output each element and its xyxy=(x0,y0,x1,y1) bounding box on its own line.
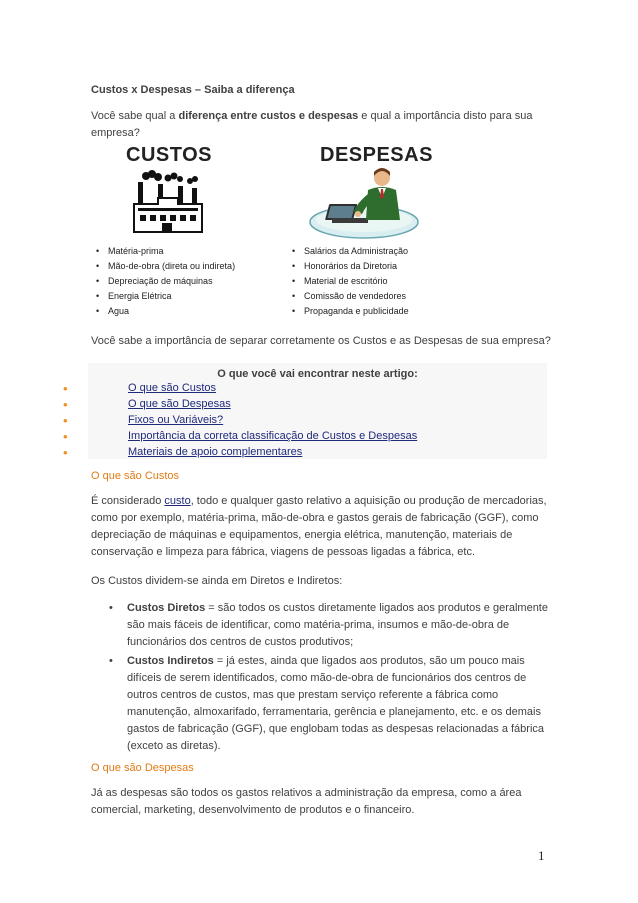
toc-title: O que você vai encontrar neste artigo: xyxy=(217,368,418,380)
intro-bold-text: diferença entre custos e despesas xyxy=(178,110,359,122)
custos-list-item: • Mão-de-obra (direta ou indireta) xyxy=(96,259,235,274)
custos-list xyxy=(96,244,235,319)
bullet-icon: • xyxy=(63,381,68,396)
custos-paragraph xyxy=(91,493,551,561)
bullet-icon: • xyxy=(109,655,113,667)
intro-text: Você sabe qual a xyxy=(91,110,179,122)
toc-item xyxy=(63,445,508,462)
despesas-list-item: • Comissão de vendedores xyxy=(292,289,409,304)
bullet-icon: • xyxy=(63,397,68,412)
custos-indiretos-text: = já estes, ainda que ligados aos produtos, são um pouco mais difíceis de serem identificados, como mão-de-obra de funcionários dos centros de outros centros de custos, mas que prestam serviço referente a fábrica como manutenção, almoxarifado, ferramentaria, gerência e planejamento, etc. e os demais gastos de fabricação (GGF), que englobam todas as despesas relacionadas a fábrica (exceto as diretas). xyxy=(127,655,545,752)
toc-link-despesas[interactable]: O que são Despesas xyxy=(128,398,231,410)
despesas-paragraph: Já as despesas são todos os gastos relativos a administração da empresa, como a área comercial, marketing, desenvolvimento de produtos e o financeiro. xyxy=(91,787,522,816)
question-paragraph: Você sabe a importância de separar corretamente os Custos e as Despesas de sua empresa? xyxy=(91,335,551,347)
despesas-heading: DESPESAS xyxy=(320,144,433,166)
bullet-icon: • xyxy=(63,429,68,444)
despesas-list-item: • Salários da Administração xyxy=(292,244,409,259)
despesas-list-item: • Propaganda e publicidade xyxy=(292,304,409,319)
despesas-list-item: • Honorários da Diretoria xyxy=(292,259,409,274)
custos-division-paragraph: Os Custos dividem-se ainda em Diretos e Indiretos: xyxy=(91,575,343,587)
document-title: Custos x Despesas – Saiba a diferença xyxy=(91,84,295,96)
custos-indiretos-term: Custos Indiretos xyxy=(127,655,214,667)
custos-types-list xyxy=(91,600,551,757)
despesas-list xyxy=(292,244,409,319)
toc-item xyxy=(63,413,508,430)
custo-link[interactable]: custo xyxy=(164,495,191,507)
custos-diretos-text: = são todos os custos diretamente ligados aos produtos e geralmente são mais fáceis de identificar, como matéria-prima, insumos e mão-de-obra de funcionários dos centros de custos produtivos; xyxy=(127,602,548,648)
table-of-contents xyxy=(63,363,547,460)
custos-heading: CUSTOS xyxy=(126,144,212,166)
intro-text-end: e qual a importância disto para sua empresa? xyxy=(91,110,533,139)
toc-item xyxy=(63,429,508,446)
toc-item xyxy=(63,397,508,414)
page-number: 1 xyxy=(538,848,545,863)
custos-list-item: • Depreciação de máquinas xyxy=(96,274,235,289)
intro-paragraph xyxy=(91,108,561,142)
bullet-icon: • xyxy=(63,413,68,428)
bullet-icon: • xyxy=(63,445,68,460)
custos-paragraph-prefix: É considerado xyxy=(91,495,165,507)
custos-diretos-term: Custos Diretos xyxy=(127,602,206,614)
custos-list-item: • Matéria-prima xyxy=(96,244,235,259)
toc-link-materiais[interactable]: Materiais de apoio complementares xyxy=(128,446,303,458)
toc-link-custos[interactable]: O que são Custos xyxy=(128,382,217,394)
bullet-icon: • xyxy=(109,602,113,614)
custos-section-heading: O que são Custos xyxy=(91,470,180,482)
list-item xyxy=(91,600,551,651)
toc-link-fixos-variaveis[interactable]: Fixos ou Variáveis? xyxy=(128,414,224,426)
custos-list-item: • Agua xyxy=(96,304,235,319)
toc-item xyxy=(63,381,508,398)
custos-list-item: • Energia Elétrica xyxy=(96,289,235,304)
custos-despesas-infographic xyxy=(88,140,433,320)
list-item xyxy=(91,653,551,755)
toc-link-importancia[interactable]: Importância da correta classificação de Custos e Despesas xyxy=(128,430,418,442)
office-worker-icon xyxy=(304,164,419,242)
custos-paragraph-suffix: , todo e qualquer gasto relativo a aquisição ou produção de mercadorias, como por exemplo, matéria-prima, mão-de-obra e gastos gerais de fabricação (GGF), como depreciação de máquinas e equipamentos, energia elétrica, manutenção, materiais de conservação e limpeza para fábrica, viagens de pessoas ligadas a fábrica, etc. xyxy=(91,495,547,558)
factory-icon xyxy=(128,168,208,234)
despesas-list-item: • Material de escritório xyxy=(292,274,409,289)
despesas-section-heading: O que são Despesas xyxy=(91,762,194,774)
